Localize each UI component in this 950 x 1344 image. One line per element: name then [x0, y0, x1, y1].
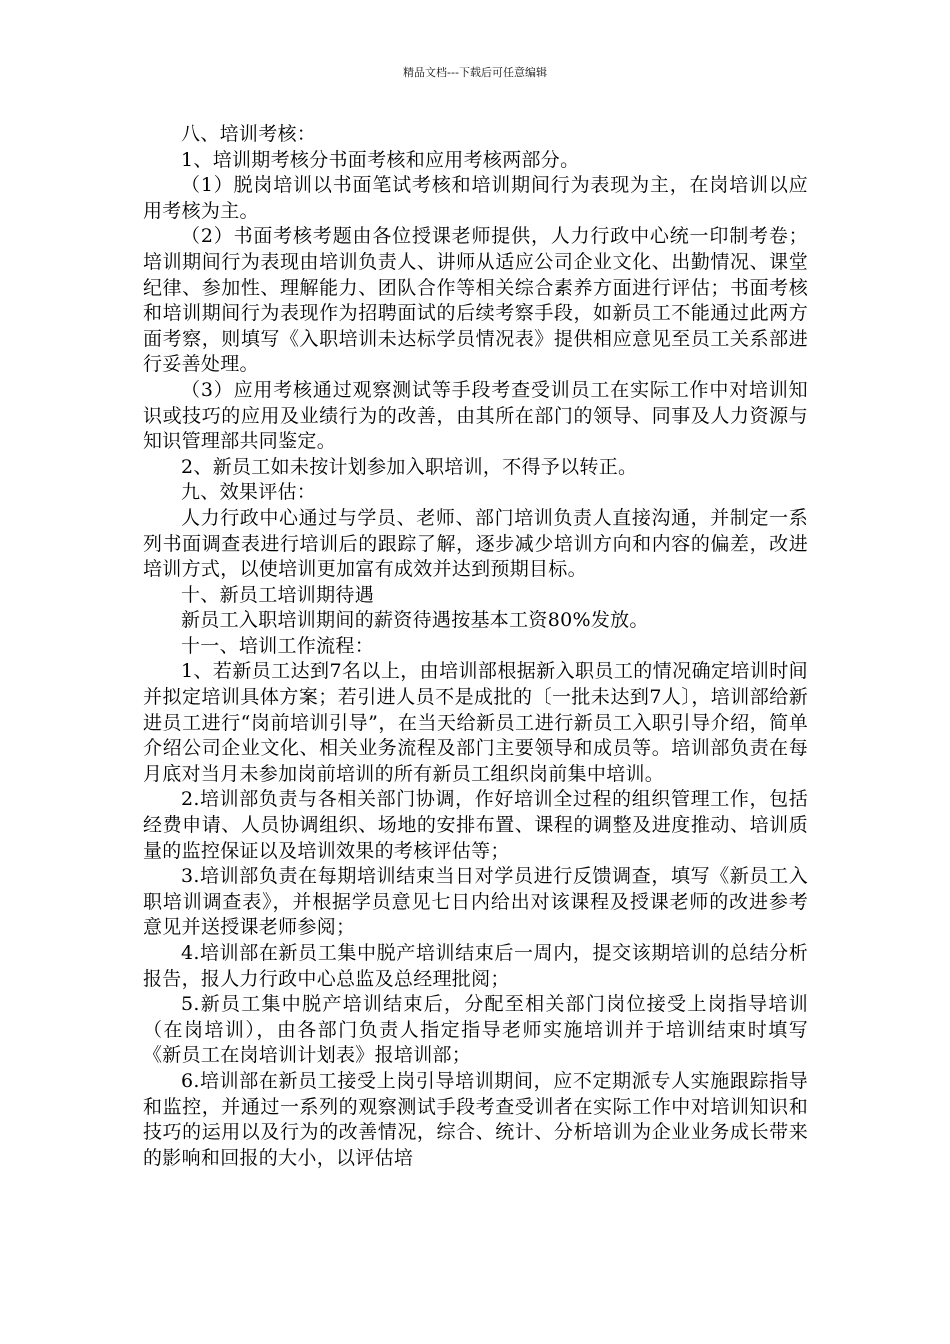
page-header: 精品文档---下载后可任意编辑	[403, 66, 547, 79]
section-heading-assessment: 八、培训考核：	[181, 123, 317, 145]
paragraph: （2）书面考核考题由各位授课老师提供，人力行政中心统一印制考卷；培训期间行为表现由培训负责人、讲师从适应公司企业文化、出勤情况、课堂纪律、参加性、理解能力、团队合作等相关综合素养方面进行评估；书面考核和培训期间行为表现作为招聘面试的后续考察手段，如新员工不能通过此两方面考察，则填写《入职培训未达标学员情况表》提供相应意见至员工关系部进行妥善处理。	[143, 225, 808, 376]
paragraph: 人力行政中心通过与学员、老师、部门培训负责人直接沟通，并制定一系列书面调查表进行培训后的跟踪了解，逐步减少培训方向和内容的偏差，改进培训方式，以使培训更加富有成效并达到预期目标。	[143, 506, 808, 581]
paragraph: 4.培训部在新员工集中脱产培训结束后一周内，提交该期培训的总结分析报告，报人力行政中心总监及总经理批阅；	[143, 942, 808, 990]
paragraph: （1）脱岗培训以书面笔试考核和培训期间行为表现为主，在岗培训以应用考核为主。	[143, 174, 808, 222]
paragraph: 1、若新员工达到7名以上，由培训部根据新入职员工的情况确定培训时间并拟定培训具体方案；若引进人员不是成批的〔一批未达到7人〕，培训部给新进员工进行“岗前培训引导”，在当天给新员工进行新员工入职引导介绍，简单介绍公司企业文化、相关业务流程及部门主要领导和成员等。培训部负责在每月底对当月未参加岗前培训的所有新员工组织岗前集中培训。	[143, 660, 808, 785]
paragraph: 6.培训部在新员工接受上岗引导培训期间，应不定期派专人实施跟踪指导和监控，并通过一系列的观察测试手段考查受训者在实际工作中对培训知识和技巧的运用以及行为的改善情况，综合、统计、分析培训为企业业务成长带来的影响和回报的大小，以评估培	[143, 1069, 808, 1169]
section-heading-compensation: 十、新员工培训期待遇	[181, 583, 375, 606]
paragraph: 新员工入职培训期间的薪资待遇按基本工资80%发放。	[181, 609, 649, 632]
paragraph: （3）应用考核通过观察测试等手段考查受训员工在实际工作中对培训知识或技巧的应用及业绩行为的改善，由其所在部门的领导、同事及人力资源与知识管理部共同鉴定。	[143, 378, 808, 453]
section-heading-evaluation: 九、效果评估：	[181, 481, 317, 504]
paragraph: 5.新员工集中脱产培训结束后，分配至相关部门岗位接受上岗指导培训（在岗培训），由各部门负责人指定指导老师实施培训并于培训结束时填写《新员工在岗培训计划表》报培训部；	[143, 993, 808, 1067]
paragraph: 2、新员工如未按计划参加入职培训，不得予以转正。	[181, 455, 638, 478]
document-body	[143, 122, 808, 1171]
paragraph: 1、培训期考核分书面考核和应用考核两部分。	[181, 148, 580, 171]
paragraph: 3.培训部负责在每期培训结束当日对学员进行反馈调查，填写《新员工入职培训调查表》，并根据学员意见七日内给出对该课程及授课老师的改进参考意见并送授课老师参阅；	[143, 865, 808, 939]
paragraph: 2.培训部负责与各相关部门协调，作好培训全过程的组织管理工作，包括经费申请、人员协调组织、场地的安排布置、课程的调整及进度推动、培训质量的监控保证以及培训效果的考核评估等；	[143, 788, 808, 862]
section-heading-workflow: 十一、培训工作流程：	[181, 634, 375, 657]
